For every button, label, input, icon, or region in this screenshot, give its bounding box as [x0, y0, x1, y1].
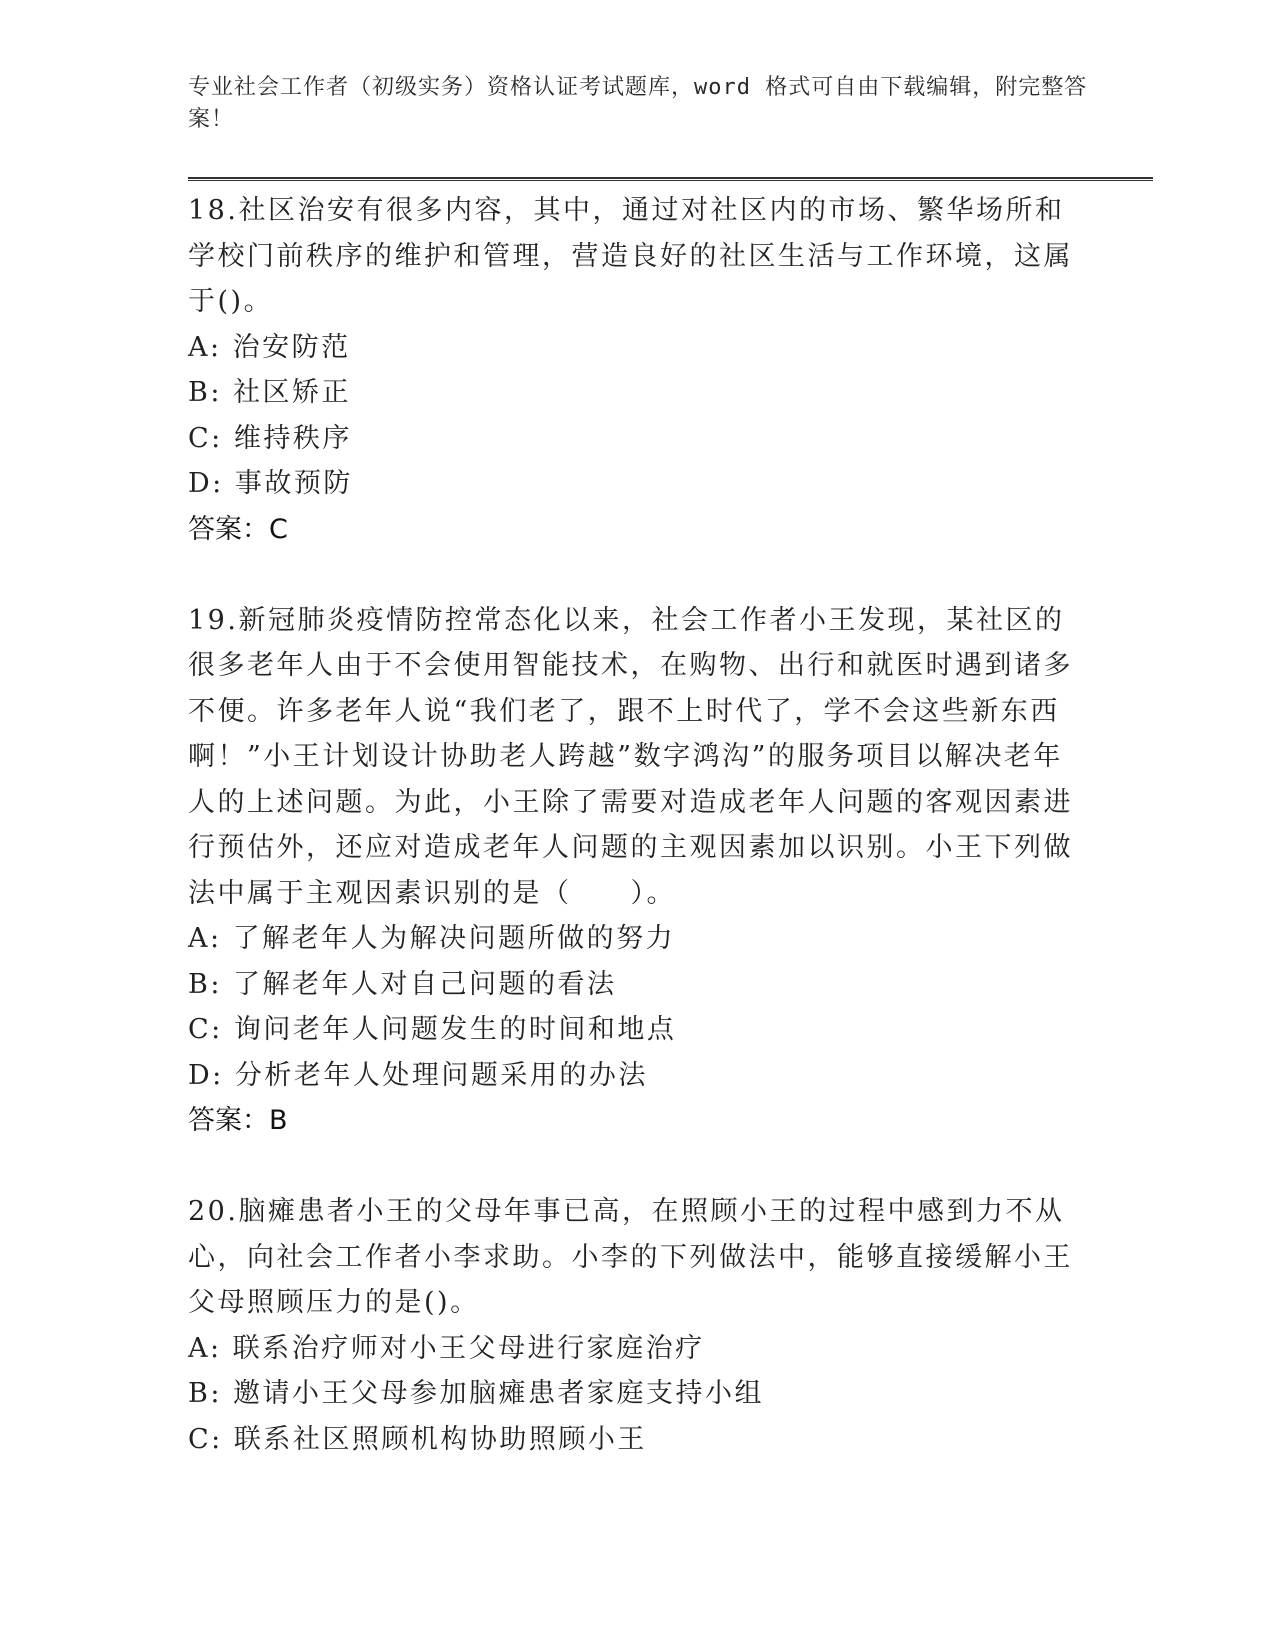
option-b: B: 邀请小王父母参加脑瘫患者家庭支持小组 [188, 1378, 765, 1409]
spacer [188, 552, 1088, 598]
option-c: C: 询问老年人问题发生的时间和地点 [188, 1014, 677, 1045]
question-stem: 19.新冠肺炎疫情防控常态化以来，社会工作者小王发现，某社区的很多老年人由于不会使用智能技术，在购物、出行和就医时遇到诸多不便。许多老年人说“我们老了，跟不上时代了，学不会这些新东西啊！”小王计划设计协助老人跨越”数字鸿沟”的服务项目以解决老年人的上述问题。为此，小王除了需要对造成老年人问题的客观因素进行预估外，还应对造成老年人问题的主观因素加以识别。小王下列做法中属于主观因素识别的是（ ）。 [188, 604, 1073, 909]
option-a: A: 治安防范 [188, 331, 351, 363]
option-a: A: 了解老年人为解决问题所做的努力 [188, 923, 676, 954]
question-stem: 18.社区治安有很多内容，其中，通过对社区内的市场、繁华场所和学校门前秩序的维护和管理，营造良好的社区生活与工作环境，这属于()。 [188, 195, 1073, 317]
question-19 [188, 598, 1088, 1144]
question-stem: 20.脑瘫患者小王的父母年事已高，在照顾小王的过程中感到力不从心，向社会工作者小李求助。小李的下列做法中，能够直接缓解小王父母照顾压力的是()。 [188, 1196, 1073, 1318]
answer: 答案：B [188, 1105, 288, 1136]
option-a: A: 联系治疗师对小王父母进行家庭治疗 [188, 1332, 705, 1364]
option-c: C: 维持秩序 [188, 422, 352, 454]
question-list [188, 188, 1088, 1462]
page-header: 专业社会工作者（初级实务）资格认证考试题库，word 格式可自由下载编辑，附完整答案！ [188, 75, 1088, 132]
answer: 答案：C [188, 513, 288, 545]
option-d: D: 分析老年人处理问题采用的办法 [188, 1059, 648, 1091]
spacer [188, 1144, 1088, 1190]
option-b: B: 社区矫正 [188, 377, 352, 408]
question-20 [188, 1189, 1088, 1462]
question-18 [188, 188, 1088, 552]
option-b: B: 了解老年人对自己问题的看法 [188, 968, 617, 1000]
header-divider [188, 177, 1153, 181]
option-d: D: 事故预防 [188, 468, 353, 499]
option-c: C: 联系社区照顾机构协助照顾小王 [188, 1423, 647, 1455]
